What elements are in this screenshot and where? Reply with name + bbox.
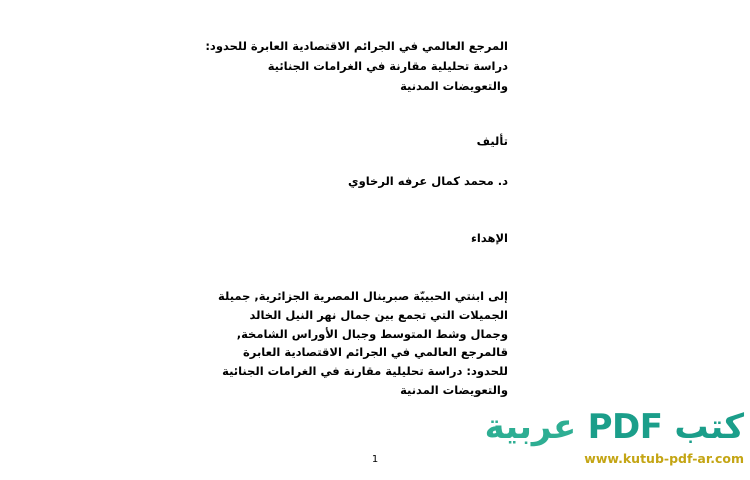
watermark-word-arabiya: عربية: [484, 407, 577, 447]
page-number: 1: [371, 454, 379, 465]
watermark-logo-text: [484, 405, 744, 449]
author-name: د. محمد كمال عرفه الرخاوي: [348, 174, 508, 188]
dedication-line: والتعويضات المدنية: [400, 382, 508, 397]
dedication-line: للحدود: دراسة تحليلية مقارنة في الغرامات الجنائية: [222, 364, 508, 379]
watermark-pdf: PDF: [587, 407, 663, 447]
dedication-heading: الإهداء: [471, 231, 508, 245]
dedication-line: قالمرجع العالمي في الجرائم الاقتصادية العابرة: [243, 345, 508, 360]
watermark-url: www.kutub-pdf-ar.com: [584, 451, 744, 466]
book-title: [188, 36, 508, 96]
dedication-line: إلى ابنتي الحبيبّة صبرينال المصرية الجزائرية, جميلة: [218, 289, 508, 303]
dedication-line: الجميلات التي تجمع بين جمال نهر النيل الخالد: [249, 307, 508, 322]
title-line: المرجع العالمي في الجرائم الاقتصادية العابرة للحدود:: [205, 39, 508, 53]
dedication-line: وجمال وشط المتوسط وجبال الأوراس الشامخة,: [236, 326, 508, 341]
watermark-logo: [484, 405, 744, 467]
title-line: والتعويضات المدنية: [400, 79, 508, 93]
title-line: دراسة تحليلية مقارنة في الغرامات الجنائية: [267, 59, 508, 73]
author-heading: تأليف: [476, 134, 508, 148]
watermark-word-kutub: كتب: [674, 407, 744, 447]
dedication-body: [188, 287, 508, 400]
